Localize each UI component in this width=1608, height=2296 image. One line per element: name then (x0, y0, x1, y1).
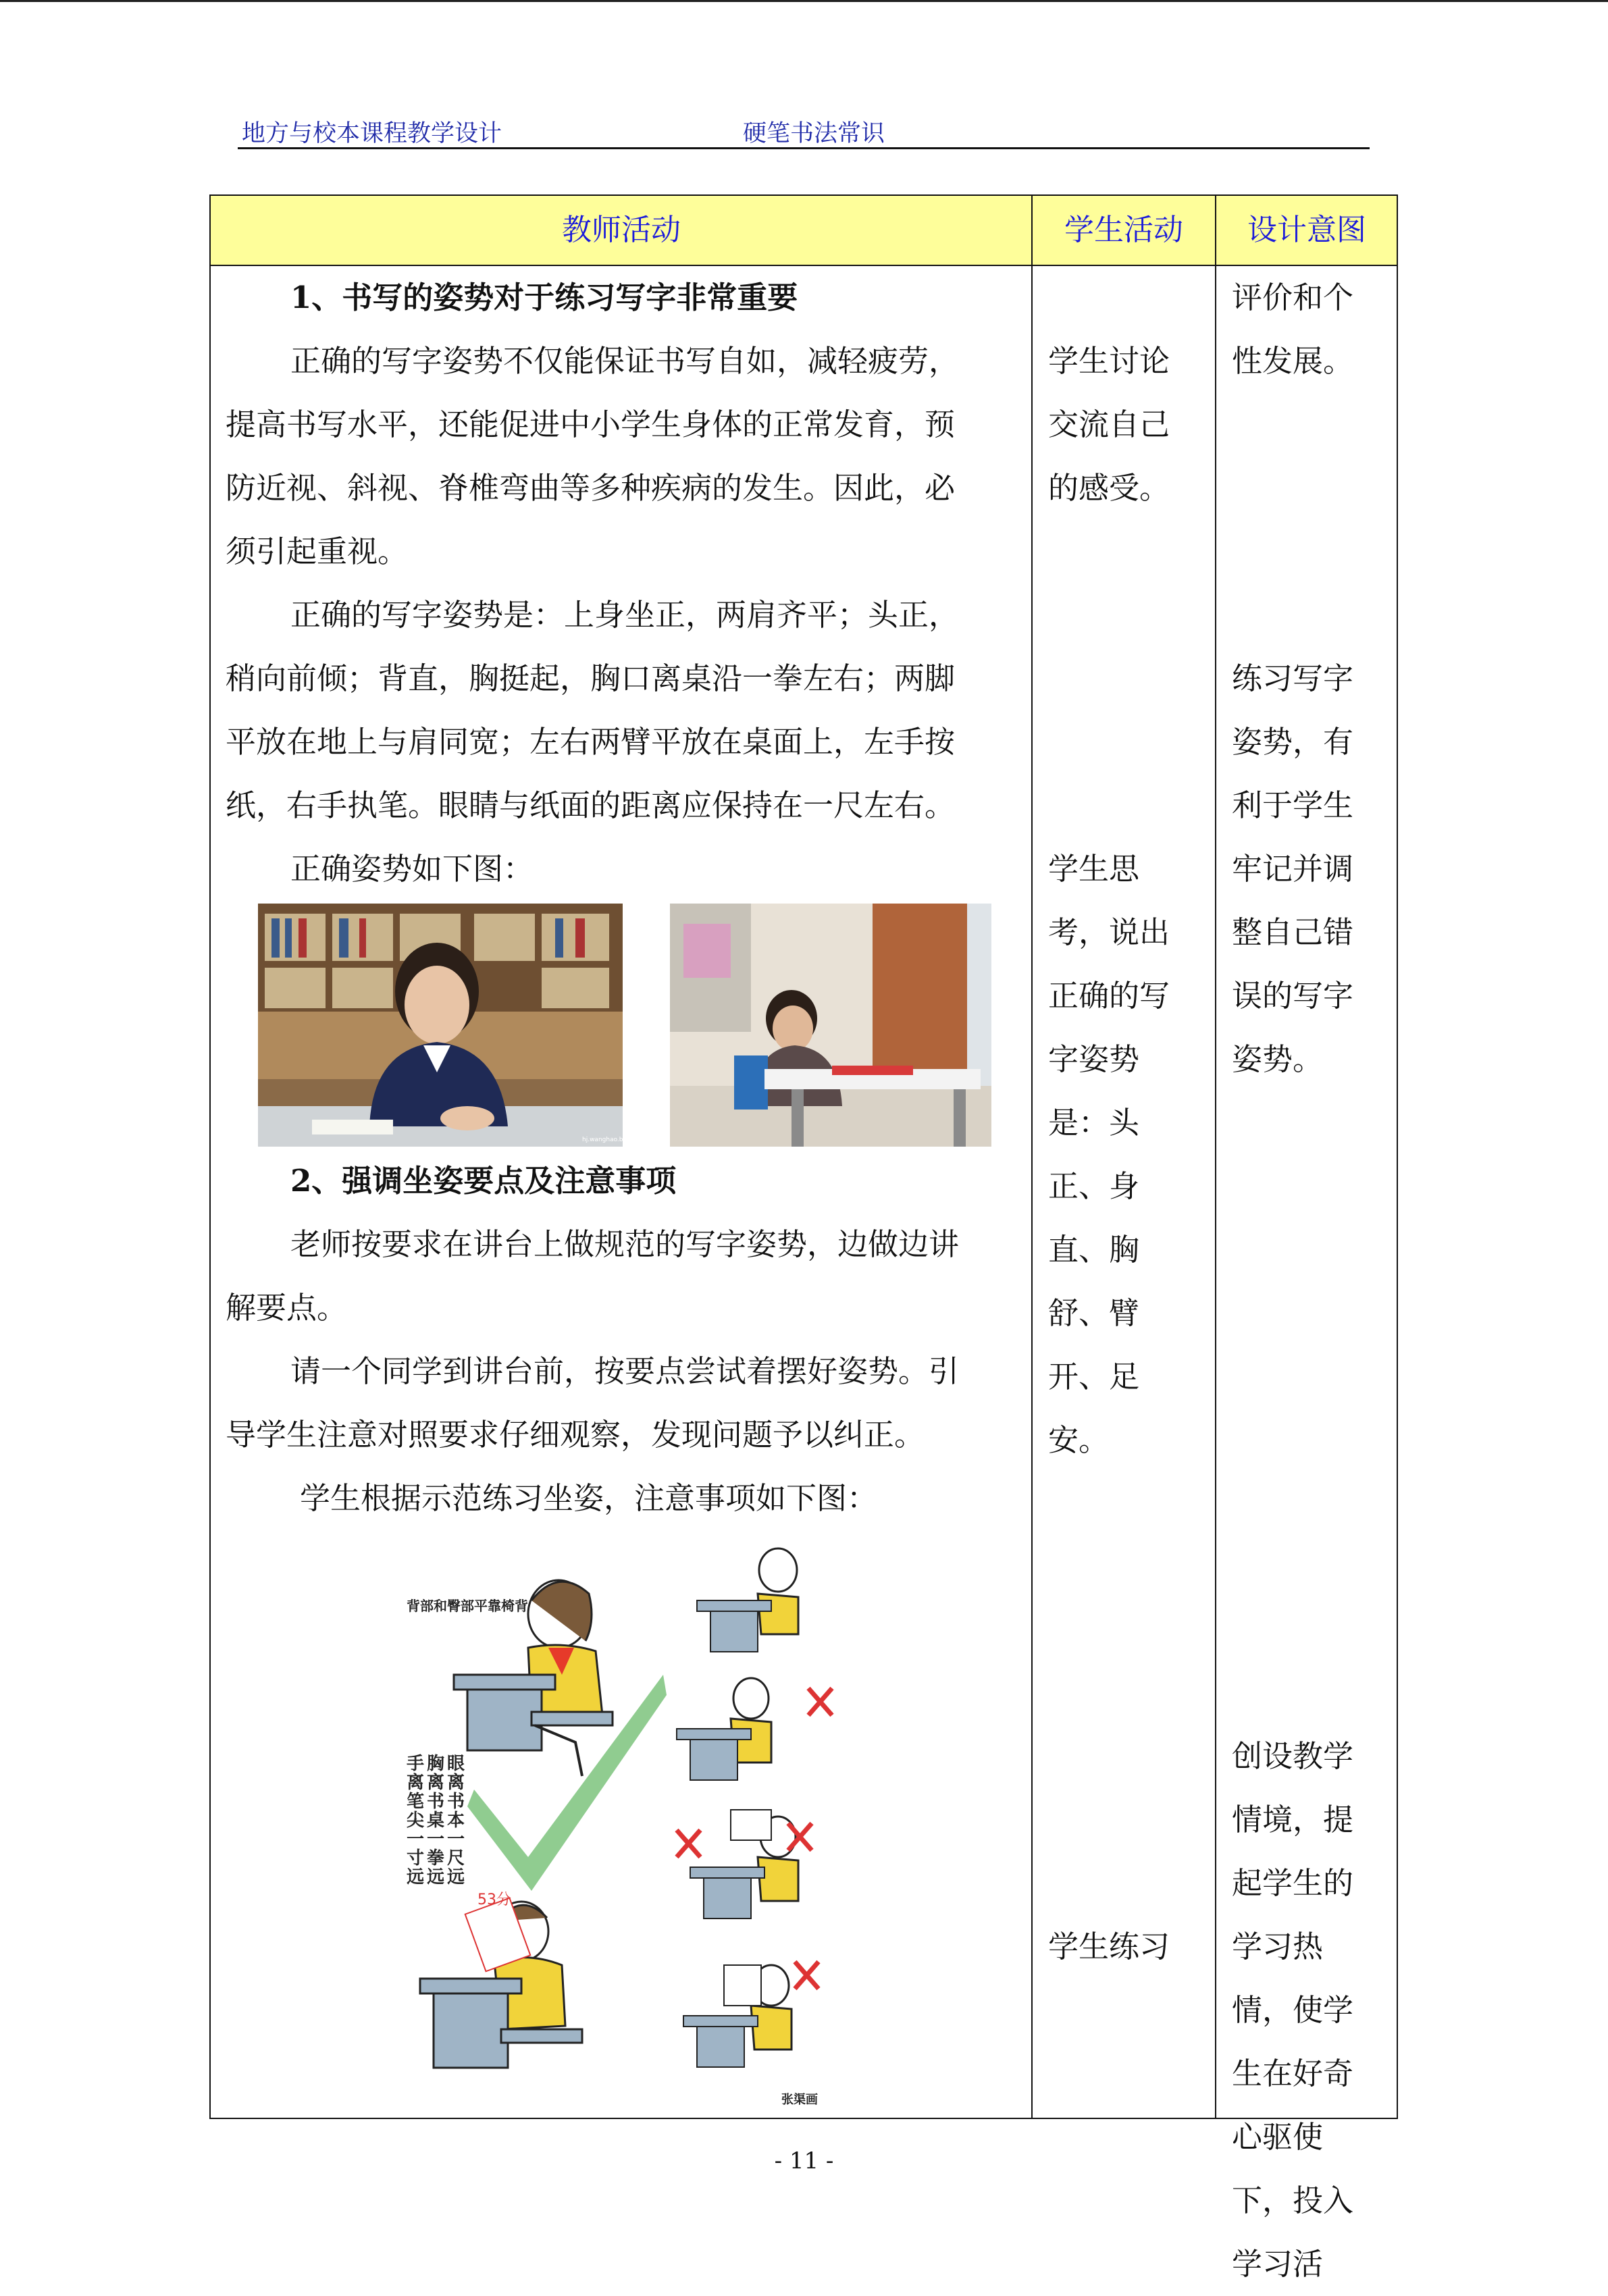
design-intent-line: 牢记并调 (1232, 851, 1354, 887)
student-activity-line: 学生思 (1048, 851, 1140, 887)
paragraph-line: 纸，右手执笔。眼睛与纸面的距离应保持在一尺左右。 (226, 787, 956, 823)
rule-chest: 胸离书桌一拳远 (427, 1754, 445, 1887)
paragraph-line: 请一个同学到讲台前，按要点尝试着摆好姿势。引 (290, 1353, 960, 1389)
figure-title: 背部和臀部平靠椅背 (407, 1598, 528, 1614)
photo-watermark: hj.wanghao.blog.163.com (582, 1137, 661, 1143)
design-intent-line: 生在好奇 (1232, 2056, 1354, 2091)
paragraph-line: 导学生注意对照要求仔细观察，发现问题予以纠正。 (226, 1417, 925, 1453)
design-intent-line: 性发展。 (1232, 343, 1354, 379)
paragraph-line: 防近视、斜视、脊椎弯曲等多种疾病的发生。因此，必 (226, 470, 956, 506)
paragraph-line: 正确姿势如下图： (290, 851, 534, 887)
student-activity-line: 学生练习 (1048, 1929, 1170, 1964)
paragraph-line: 须引起重视。 (226, 533, 409, 569)
design-intent-line: 姿势，有 (1232, 724, 1354, 760)
design-intent-line: 误的写字 (1232, 978, 1354, 1014)
design-intent-line: 学习热 (1232, 1929, 1324, 1964)
design-intent-line: 情境，提 (1232, 1802, 1354, 1837)
design-intent-line: 练习写字 (1232, 660, 1354, 696)
student-activity-line: 正确的写 (1048, 978, 1170, 1014)
student-activity-line: 安。 (1048, 1422, 1110, 1458)
design-intent-line: 利于学生 (1232, 787, 1354, 823)
design-intent-line: 情，使学 (1232, 1992, 1354, 2028)
header-topic: 硬笔书法常识 (743, 120, 885, 147)
column-header-student: 学生活动 (1064, 213, 1183, 247)
student-activity-line: 交流自己 (1048, 407, 1170, 442)
column-header-intent: 设计意图 (1247, 213, 1366, 247)
paragraph-line: 老师按要求在讲台上做规范的写字姿势，边做边讲 (290, 1226, 960, 1262)
student-activity-line: 考，说出 (1048, 914, 1170, 950)
design-intent-line: 下，投入 (1232, 2183, 1354, 2218)
design-intent-line: 整自己错 (1232, 914, 1354, 950)
photo-girl-writing (258, 904, 661, 1147)
column-divider (1215, 196, 1216, 2118)
score-mark: 53分 (477, 1891, 511, 1908)
paragraph-line: 正确的写字姿势不仅能保证书写自如，减轻疲劳， (290, 343, 960, 379)
design-intent-line: 姿势。 (1232, 1041, 1324, 1077)
rule-eye: 眼离书本一尺远 (447, 1754, 465, 1887)
column-divider (1031, 196, 1033, 2118)
paragraph-line: 学生根据示范练习坐姿，注意事项如下图： (300, 1480, 878, 1516)
design-intent-line: 创设教学 (1232, 1738, 1354, 1774)
paragraph-line: 解要点。 (226, 1290, 348, 1326)
student-activity-line: 学生讨论 (1048, 343, 1170, 379)
rule-hand: 手离笔尖一寸远 (407, 1754, 425, 1887)
column-header-teacher: 教师活动 (562, 213, 681, 247)
design-intent-line: 评价和个 (1232, 280, 1354, 315)
page-number: - 11 - (774, 2147, 834, 2174)
student-activity-line: 字姿势 (1048, 1041, 1140, 1077)
student-activity-line: 直、胸 (1048, 1232, 1140, 1268)
posture-illustration (393, 1540, 866, 2114)
section-heading-2: 2、强调坐姿要点及注意事项 (290, 1163, 677, 1199)
student-activity-line: 是：头 (1048, 1105, 1140, 1141)
header-course-title: 地方与校本课程教学设计 (242, 120, 502, 147)
student-activity-line: 开、足 (1048, 1359, 1140, 1394)
student-activity-line: 舒、臂 (1048, 1295, 1140, 1331)
artist-signature: 张渠画 (781, 2093, 818, 2107)
paragraph-line: 平放在地上与肩同宽；左右两臂平放在桌面上，左手按 (226, 724, 956, 760)
photo-boy-writing (670, 904, 991, 1147)
paragraph-line: 稍向前倾；背直，胸挺起，胸口离桌沿一拳左右；两脚 (226, 660, 956, 696)
table-header-row (211, 196, 1397, 266)
paragraph-line: 正确的写字姿势是：上身坐正，两肩齐平；头正， (290, 597, 960, 633)
paragraph-line: 提高书写水平，还能促进中小学生身体的正常发育，预 (226, 407, 956, 442)
student-activity-line: 正、身 (1048, 1168, 1140, 1204)
student-activity-line: 的感受。 (1048, 470, 1170, 506)
design-intent-line: 学习活 (1232, 2246, 1324, 2282)
design-intent-line: 起学生的 (1232, 1865, 1354, 1901)
design-intent-line: 心驱使 (1232, 2119, 1324, 2155)
section-heading-1: 1、书写的姿势对于练习写字非常重要 (290, 280, 798, 315)
top-border (0, 0, 1608, 2)
header-rule (238, 147, 1370, 149)
